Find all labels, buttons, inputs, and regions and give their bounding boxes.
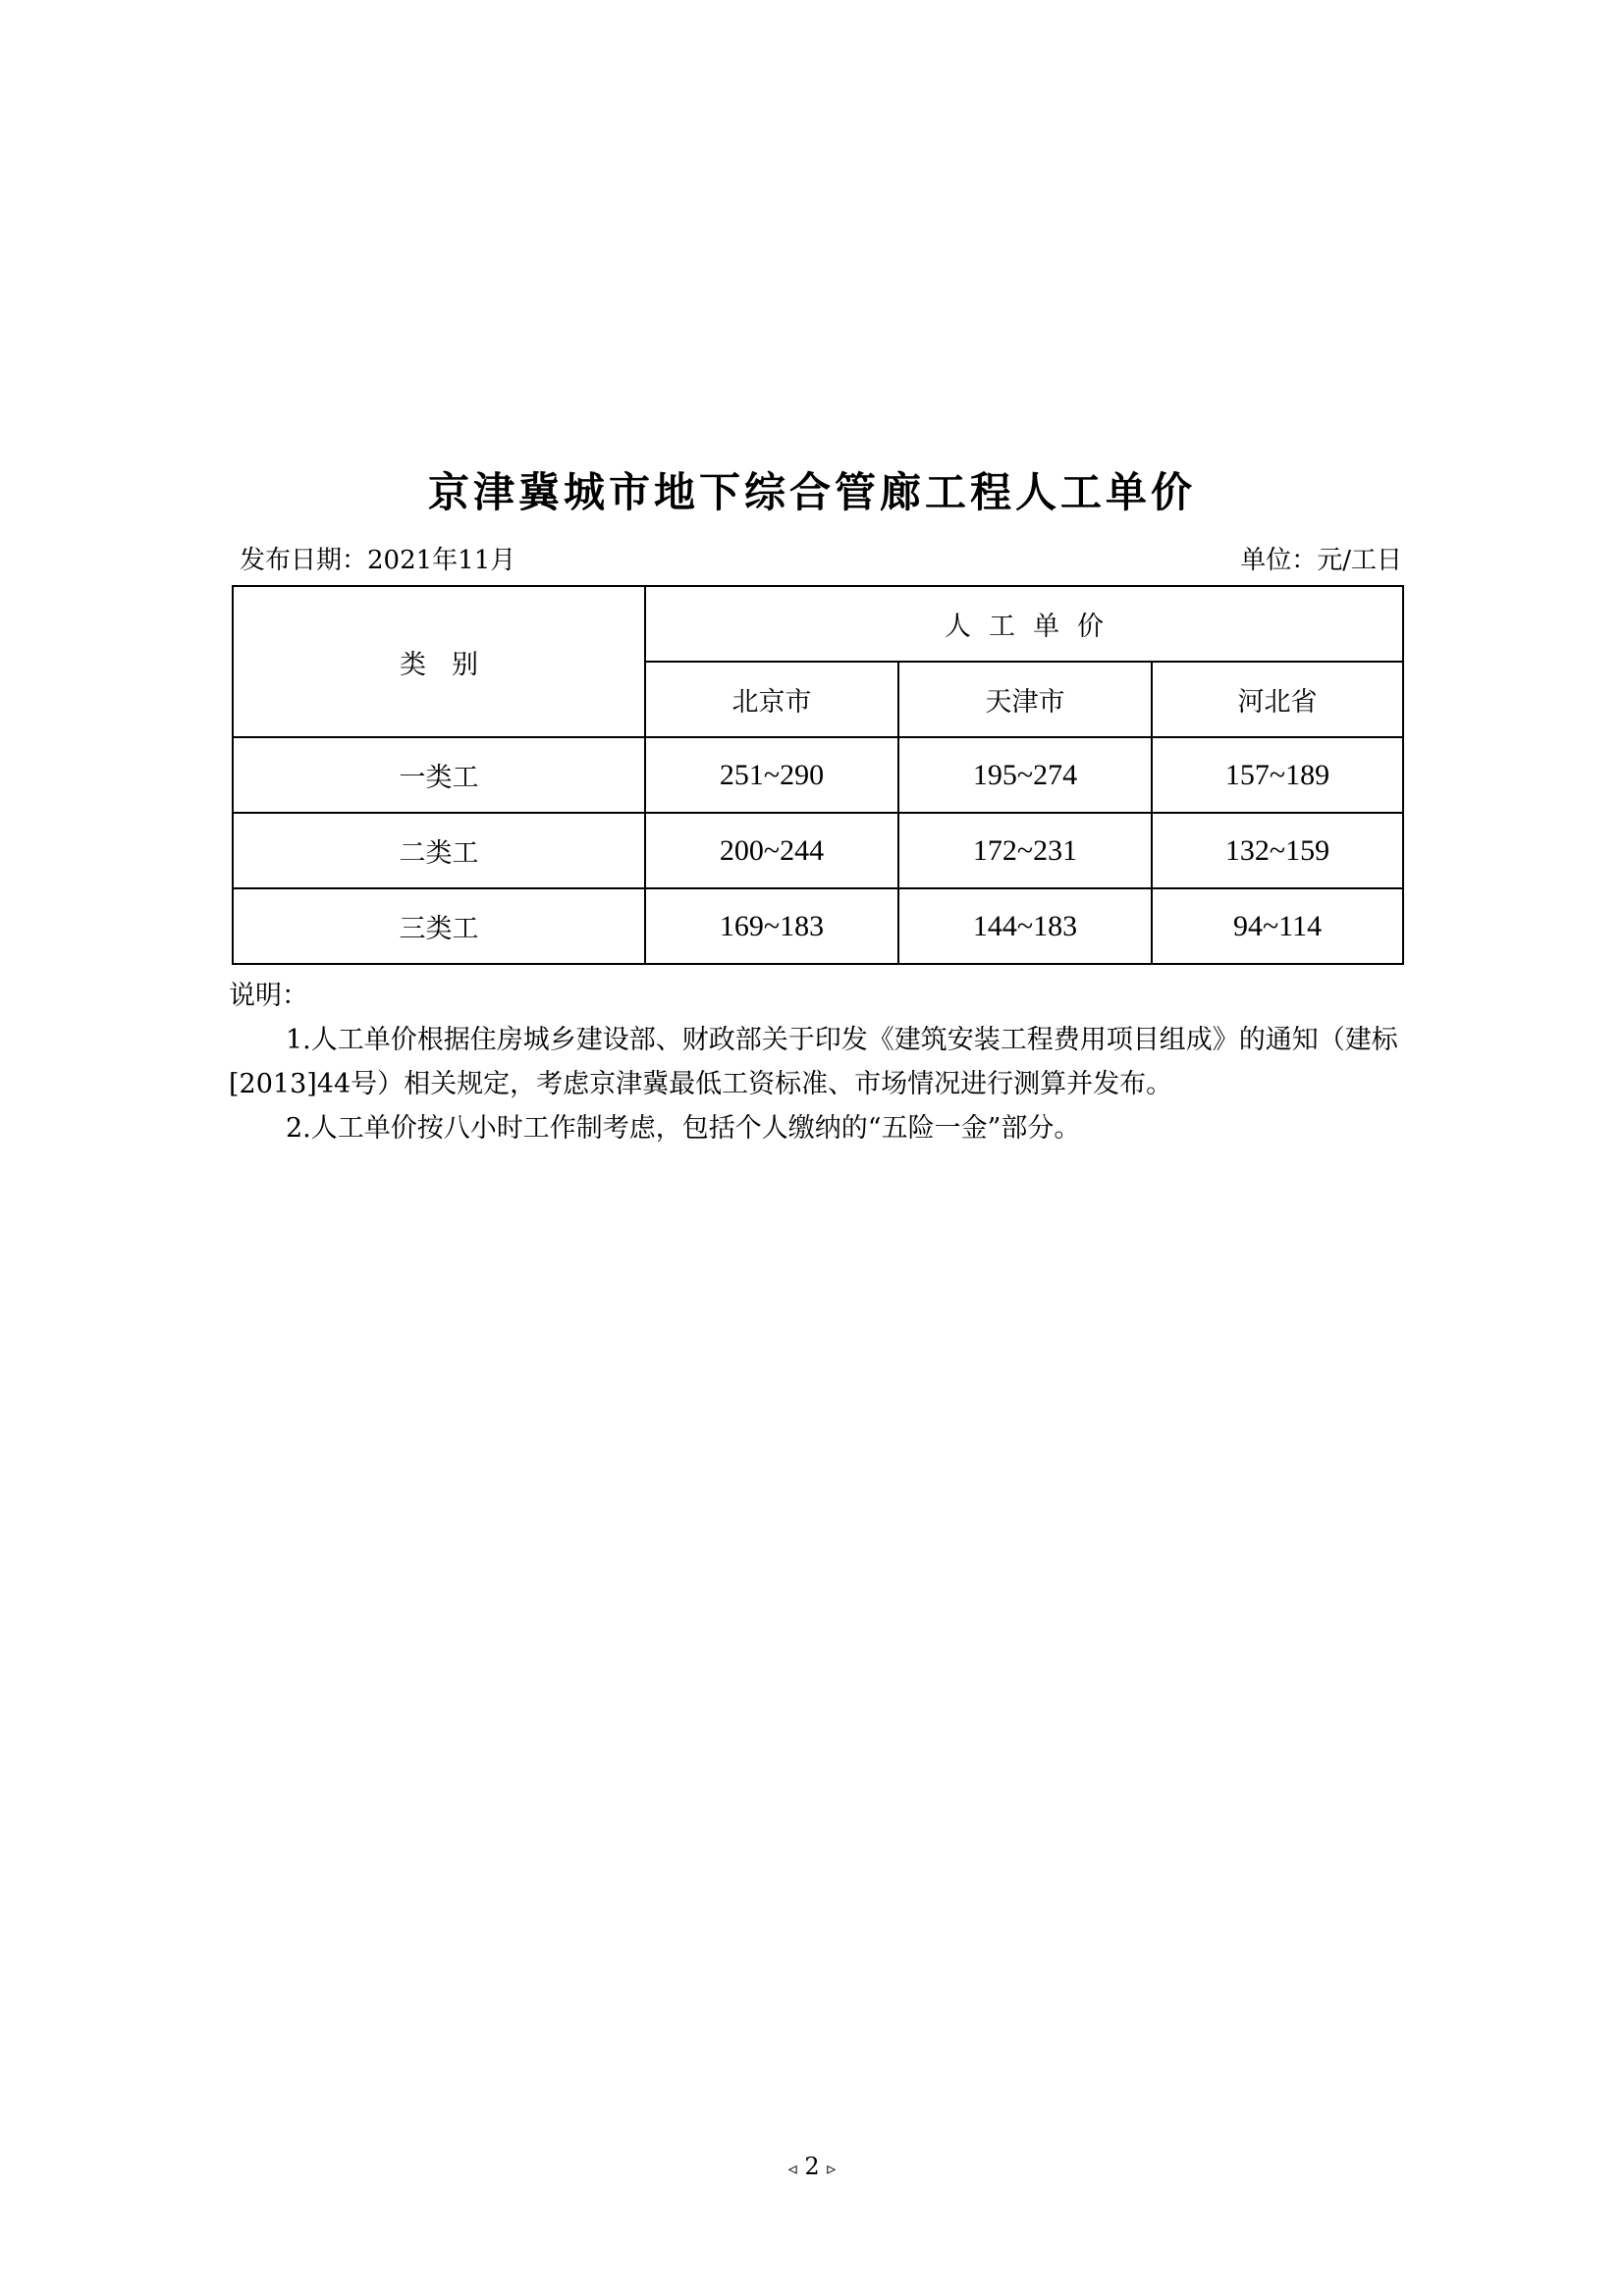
note-item: 2.人工单价按八小时工作制考虑，包括个人缴纳的“五险一金”部分。: [286, 1113, 1081, 1144]
triangle-right-icon: ▹: [827, 2159, 837, 2179]
region-header-tianjin: 天津市: [898, 662, 1152, 737]
labor-price-table: [232, 585, 1404, 965]
notes-section: [229, 974, 1466, 1150]
price-cell: 172~231: [898, 813, 1152, 888]
row-category: 三类工: [233, 888, 645, 964]
region-header-hebei: 河北省: [1152, 662, 1403, 737]
table-row: [233, 737, 1403, 813]
price-cell: 200~244: [645, 813, 898, 888]
price-cell: 144~183: [898, 888, 1152, 964]
table-header-row: [233, 586, 1403, 662]
region-header-beijing: 北京市: [645, 662, 898, 737]
table-row: [233, 813, 1403, 888]
triangle-left-icon: ◃: [787, 2159, 797, 2179]
note-item: 1.人工单价根据住房城乡建设部、财政部关于印发《建筑安装工程费用项目组成》的通知（建标[2013]44号）相关规定，考虑京津冀最低工资标准、市场情况进行测算并发布。: [229, 1025, 1398, 1099]
price-cell: 195~274: [898, 737, 1152, 813]
category-header: 类别: [233, 586, 645, 737]
meta-line: [232, 543, 1402, 578]
price-cell: 251~290: [645, 737, 898, 813]
table-row: [233, 888, 1403, 964]
unit-label: 单位：元/工日: [1240, 546, 1402, 575]
page-number: 2: [804, 2153, 820, 2180]
price-cell: 132~159: [1152, 813, 1403, 888]
price-group-header: 人工单价: [645, 586, 1403, 662]
page-footer: [0, 2152, 1624, 2184]
page-title: 京津冀城市地下综合管廊工程人工单价: [427, 468, 1196, 516]
notes-heading: 说明：: [229, 981, 308, 1011]
row-category: 二类工: [233, 813, 645, 888]
row-category: 一类工: [233, 737, 645, 813]
price-cell: 157~189: [1152, 737, 1403, 813]
price-cell: 94~114: [1152, 888, 1403, 964]
price-cell: 169~183: [645, 888, 898, 964]
publish-date: 发布日期：2021年11月: [240, 546, 516, 575]
